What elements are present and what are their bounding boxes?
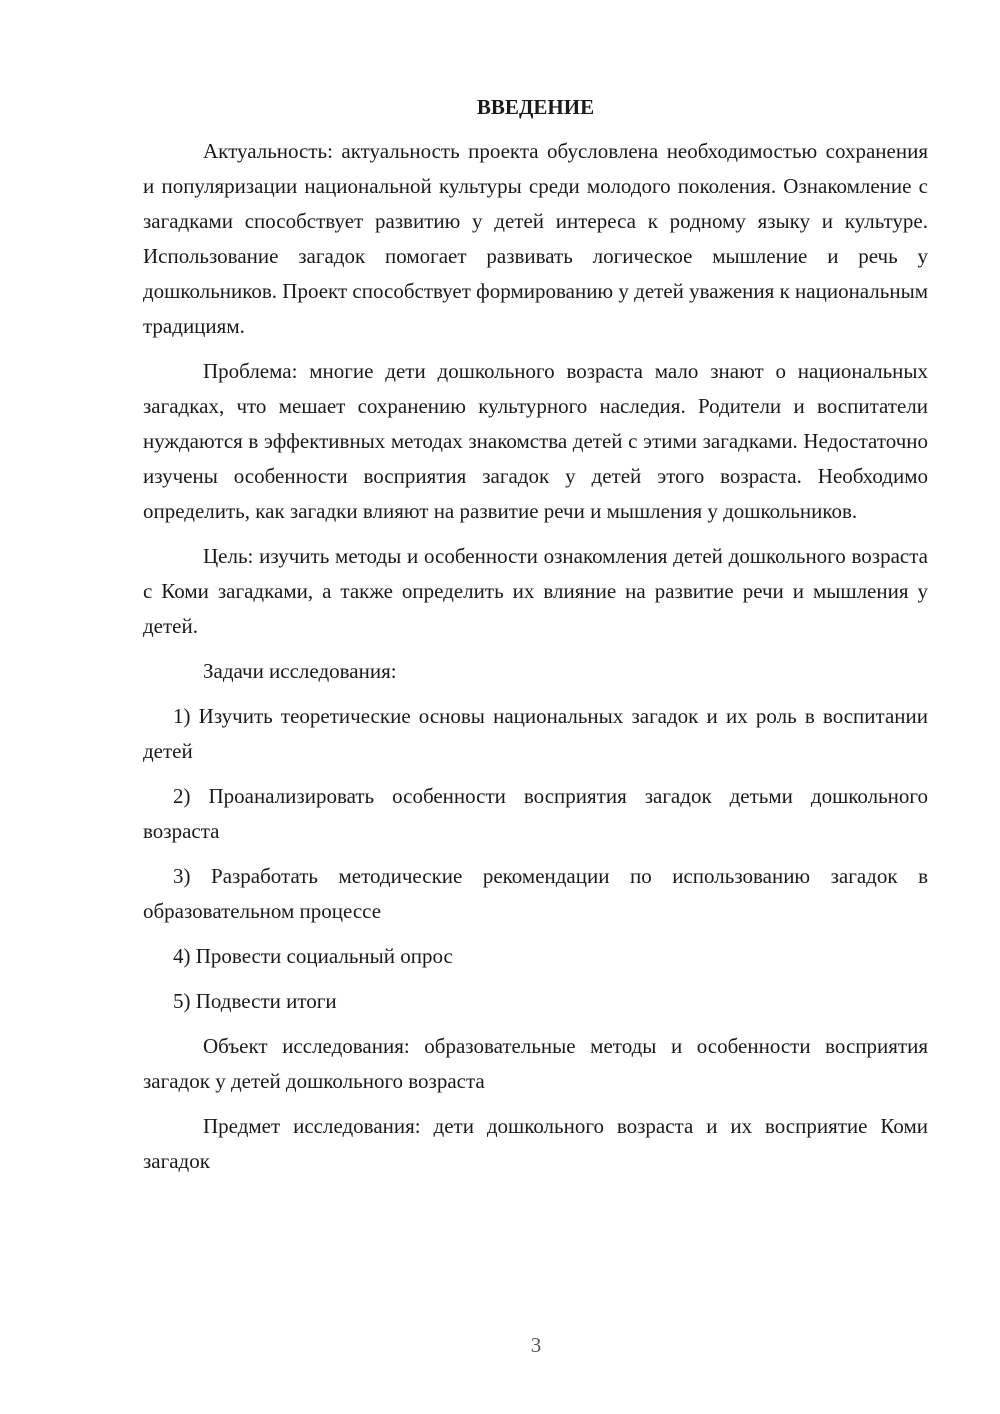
section-title: ВВЕДЕНИЕ — [476, 95, 595, 119]
paragraph-research-subject: Предмет исследования: дети дошкольного возраста и их восприятие Коми загадок — [143, 1114, 928, 1173]
task-item-5: 5) Подвести итоги — [173, 989, 337, 1013]
paragraph-research-object: Объект исследования: образовательные методы и особенности восприятия загадок у детей дошкольного возраста — [143, 1034, 928, 1093]
task-item-2: 2) Проанализировать особенности восприятия загадок детьми дошкольного возраста — [143, 784, 928, 843]
paragraph-problem: Проблема: многие дети дошкольного возраста мало знают о национальных загадках, что мешает сохранению культурного наследия. Родители и воспитатели нуждаются в эффективных методах знакомства детей с этими загадками. Недостаточно изучены особенности восприятия загадок у детей этого возраста. Необходимо определить, как загадки влияют на развитие речи и мышления у дошкольников. — [143, 359, 928, 523]
page-number: 3 — [530, 1333, 542, 1357]
paragraph-relevance: Актуальность: актуальность проекта обусловлена необходимостью сохранения и популяризации национальной культуры среди молодого поколения. Ознакомление с загадками способствует развитию у детей интереса к родному языку и культуре. Использование загадок помогает развивать логическое мышление и речь у дошкольников. Проект способствует формированию у детей уважения к национальным традициям. — [143, 139, 928, 338]
document-page — [143, 90, 928, 1189]
task-item-4: 4) Провести социальный опрос — [173, 944, 453, 968]
paragraph-tasks-heading: Задачи исследования: — [203, 659, 397, 683]
task-item-3: 3) Разработать методические рекомендации по использованию загадок в образовательном процессе — [143, 864, 928, 923]
paragraph-goal: Цель: изучить методы и особенности ознакомления детей дошкольного возраста с Коми загадками, а также определить их влияние на развитие речи и мышления у детей. — [143, 544, 928, 638]
task-item-1: 1) Изучить теоретические основы национальных загадок и их роль в воспитании детей — [143, 704, 928, 763]
